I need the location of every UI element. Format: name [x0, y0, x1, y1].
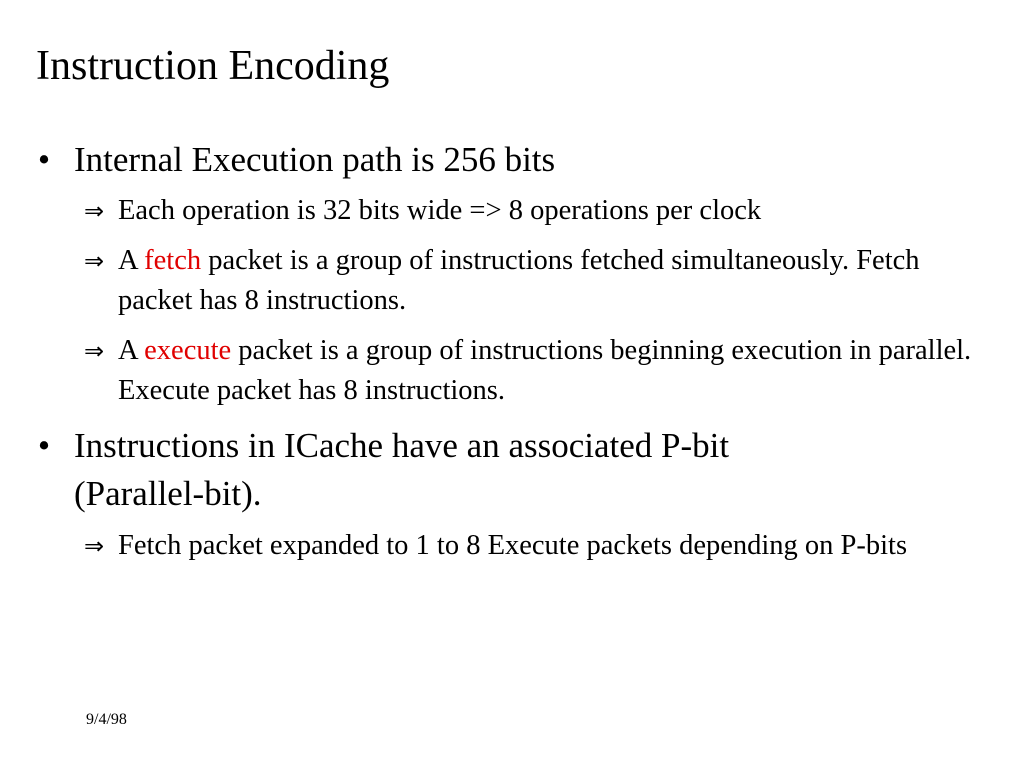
implies-arrow-icon: ⇒ [84, 532, 105, 560]
sub-bullet-text [118, 241, 978, 321]
sub-bullet-text: Fetch packet expanded to 1 to 8 Execute packets depending on P-bits [118, 530, 908, 561]
text-segment: packet is a group of instructions fetched simultaneously. Fetch packet has 8 instructions. [118, 245, 920, 316]
implies-arrow-icon: ⇒ [84, 247, 105, 275]
implies-arrow-icon: ⇒ [84, 197, 105, 225]
text-segment: packet is a group of instructions beginning execution in parallel. Execute packet has 8 instructions. [118, 335, 972, 406]
bullet-text: Internal Execution path is 256 bits [74, 140, 556, 179]
bullet-text: Instructions in ICache have an associated P-bit (Parallel-bit). [74, 426, 730, 513]
text-segment: A [118, 335, 145, 366]
bullet-marker: • [37, 426, 51, 465]
sub-bullet-text: Each operation is 32 bits wide => 8 operations per clock [118, 195, 762, 226]
text-segment: A [118, 245, 145, 276]
bullet-marker: • [37, 140, 51, 179]
footer-date: 9/4/98 [86, 711, 127, 728]
sub-bullet-text [118, 331, 978, 411]
implies-arrow-icon: ⇒ [84, 337, 105, 365]
highlighted-term: fetch [144, 245, 202, 276]
highlighted-term: execute [144, 335, 232, 366]
slide-title: Instruction Encoding [36, 43, 390, 89]
